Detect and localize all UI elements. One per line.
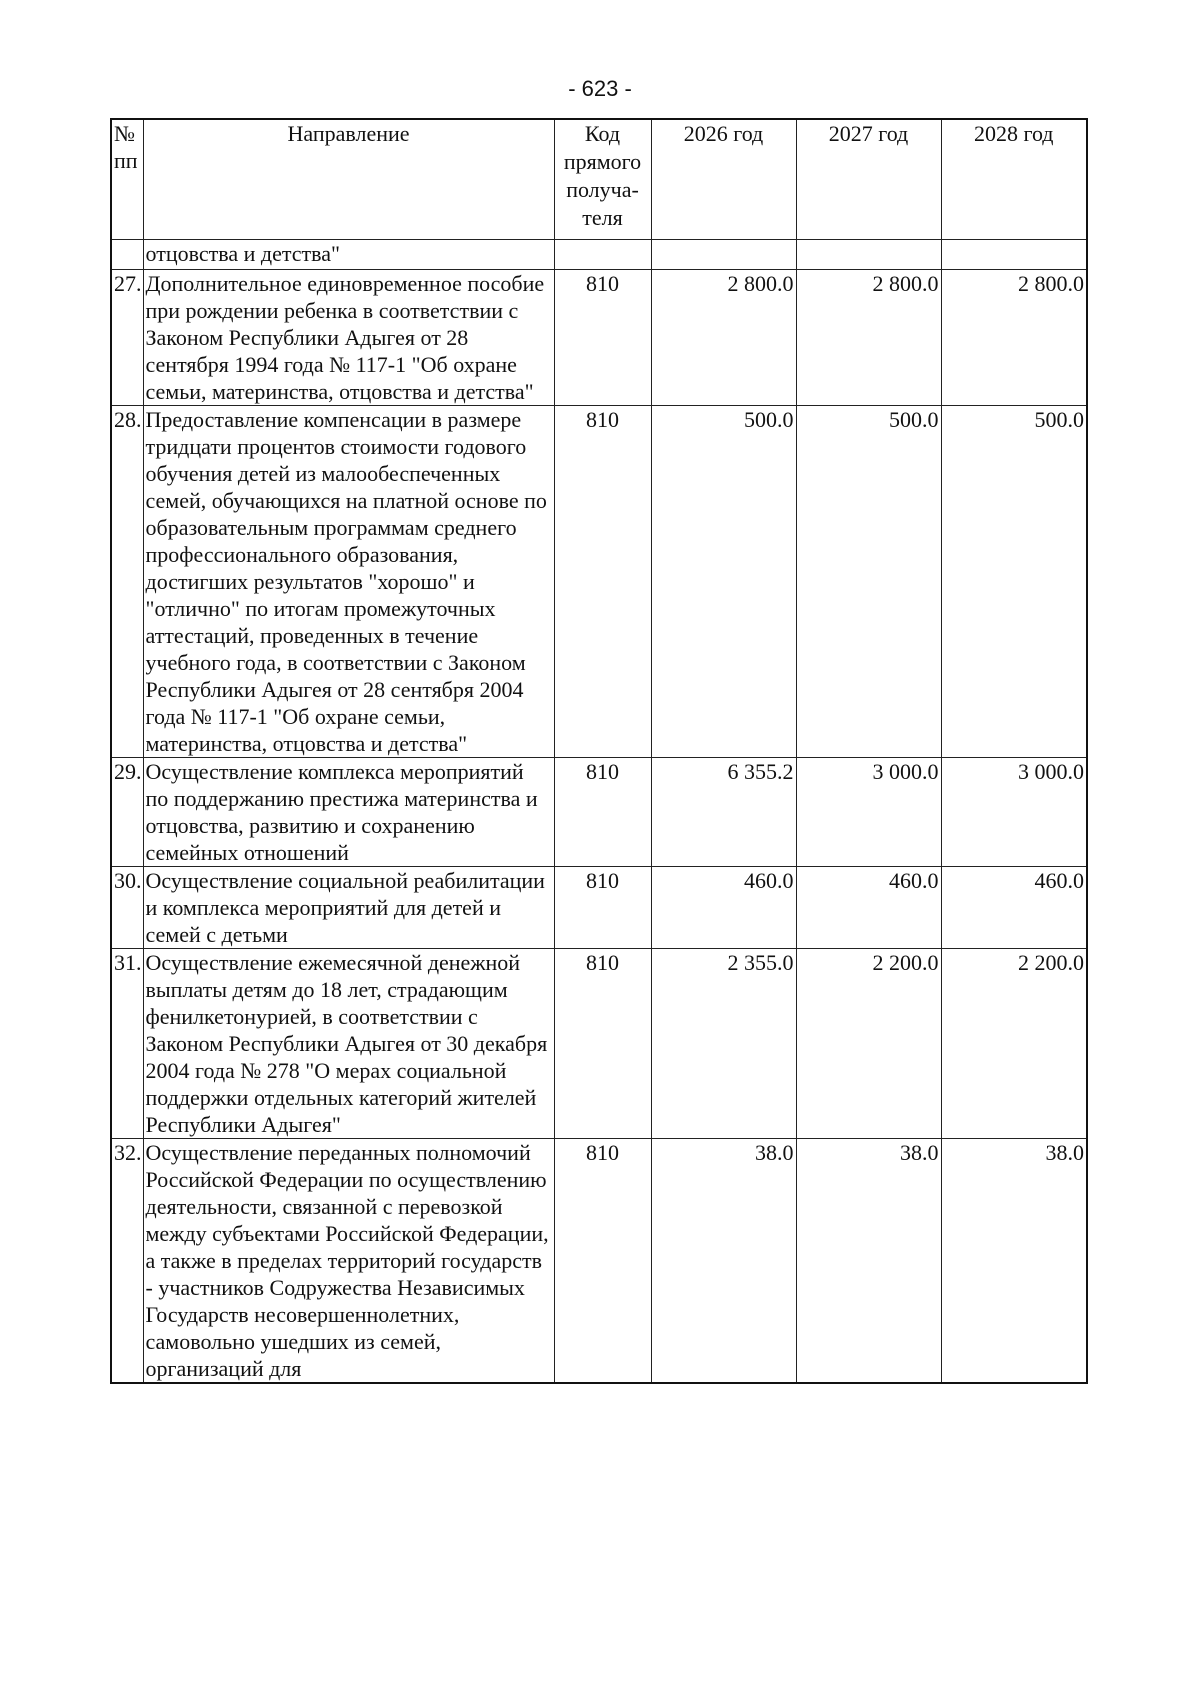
header-2026: 2026 год xyxy=(651,119,796,239)
cell-2026: 460.0 xyxy=(651,866,796,948)
table-row xyxy=(111,757,1087,866)
table-body xyxy=(111,239,1087,1383)
cell-code: 810 xyxy=(554,757,651,866)
header-direction: Направление xyxy=(143,119,554,239)
page-number: - 623 - xyxy=(568,76,632,101)
cell-2028 xyxy=(941,239,1087,269)
cell-2026: 6 355.2 xyxy=(651,757,796,866)
cell-2027: 2 800.0 xyxy=(796,269,941,405)
cell-2028: 3 000.0 xyxy=(941,757,1087,866)
cell-2027: 500.0 xyxy=(796,405,941,757)
header-2027: 2027 год xyxy=(796,119,941,239)
header-row xyxy=(111,119,1087,239)
cell-code xyxy=(554,239,651,269)
cell-num xyxy=(111,239,143,269)
cell-2028: 460.0 xyxy=(941,866,1087,948)
table-row xyxy=(111,269,1087,405)
cell-2027: 38.0 xyxy=(796,1138,941,1383)
header-code: Код прямого получа-теля xyxy=(554,119,651,239)
cell-2028: 2 800.0 xyxy=(941,269,1087,405)
cell-direction: Осуществление переданных полномочий Российской Федерации по осуществлению деятельности, связанной с перевозкой между субъектами Российской Федерации, а также в пределах территорий государств - участников Содружества Независимых Государств несовершеннолетних, самовольно ушедших из семей, организаций для xyxy=(143,1138,554,1383)
cell-2027 xyxy=(796,239,941,269)
cell-code: 810 xyxy=(554,269,651,405)
cell-direction: отцовства и детства" xyxy=(143,239,554,269)
cell-num: 27. xyxy=(111,269,143,405)
table-row xyxy=(111,1138,1087,1383)
cell-num: 31. xyxy=(111,948,143,1138)
cell-2028: 500.0 xyxy=(941,405,1087,757)
cell-direction: Осуществление комплекса мероприятий по поддержанию престижа материнства и отцовства, развитию и сохранению семейных отношений xyxy=(143,757,554,866)
table-row xyxy=(111,866,1087,948)
header-2028: 2028 год xyxy=(941,119,1087,239)
cell-num: 32. xyxy=(111,1138,143,1383)
header-num: № пп xyxy=(111,119,143,239)
cell-direction: Осуществление ежемесячной денежной выплаты детям до 18 лет, страдающим фенилкетонурией, в соответствии с Законом Республики Адыгея от 30 декабря 2004 года № 278 "О мерах социальной поддержки отдельных категорий жителей Республики Адыгея" xyxy=(143,948,554,1138)
cell-direction: Предоставление компенсации в размере тридцати процентов стоимости годового обучения детей из малообеспеченных семей, обучающихся на платной основе по образовательным программам среднего профессионального образования, достигших результатов "хорошо" и "отлично" по итогам промежуточных аттестаций, проведенных в течение учебного года, в соответствии с Законом Республики Адыгея от 28 сентября 2004 года № 117-1 "Об охране семьи, материнства, отцовства и детства" xyxy=(143,405,554,757)
cell-code: 810 xyxy=(554,948,651,1138)
cell-code: 810 xyxy=(554,405,651,757)
cell-2027: 460.0 xyxy=(796,866,941,948)
cell-code: 810 xyxy=(554,866,651,948)
cell-2028: 38.0 xyxy=(941,1138,1087,1383)
cell-2026: 38.0 xyxy=(651,1138,796,1383)
cell-2026 xyxy=(651,239,796,269)
cell-2026: 2 355.0 xyxy=(651,948,796,1138)
table-row xyxy=(111,405,1087,757)
cell-direction: Осуществление социальной реабилитации и комплекса мероприятий для детей и семей с детьми xyxy=(143,866,554,948)
cell-2027: 2 200.0 xyxy=(796,948,941,1138)
cell-2028: 2 200.0 xyxy=(941,948,1087,1138)
cell-direction: Дополнительное единовременное пособие при рождении ребенка в соответствии с Законом Республики Адыгея от 28 сентября 1994 года № 117-1 "Об охране семьи, материнства, отцовства и детства" xyxy=(143,269,554,405)
continuation-row xyxy=(111,239,1087,269)
cell-num: 30. xyxy=(111,866,143,948)
budget-table xyxy=(110,118,1088,1384)
cell-2026: 2 800.0 xyxy=(651,269,796,405)
cell-2027: 3 000.0 xyxy=(796,757,941,866)
cell-num: 29. xyxy=(111,757,143,866)
cell-code: 810 xyxy=(554,1138,651,1383)
cell-2026: 500.0 xyxy=(651,405,796,757)
table-row xyxy=(111,948,1087,1138)
cell-num: 28. xyxy=(111,405,143,757)
table-header xyxy=(111,119,1087,239)
